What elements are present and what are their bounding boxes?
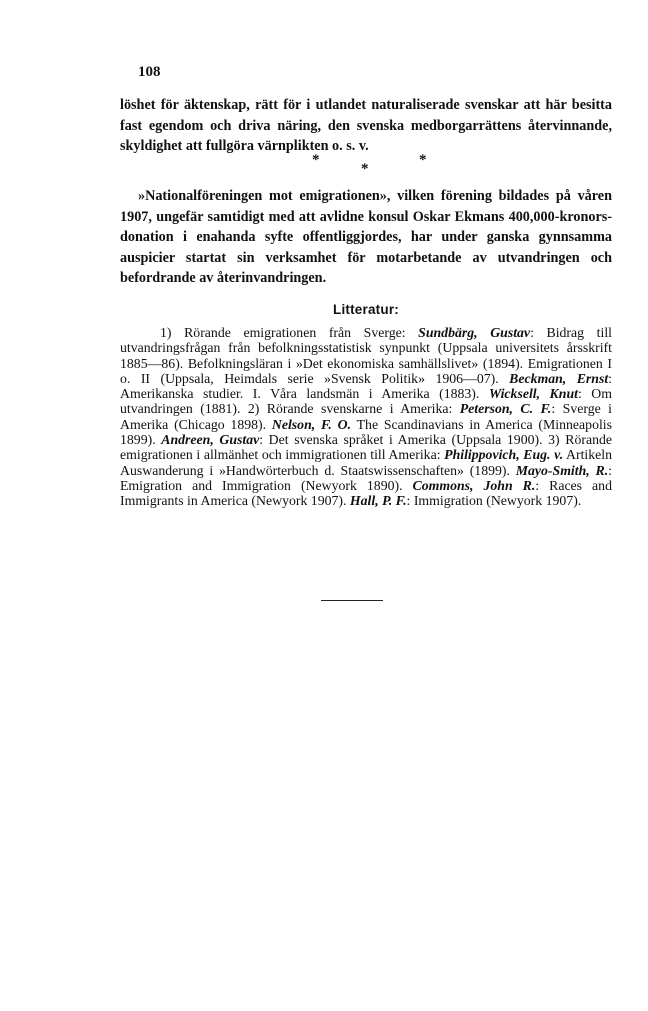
page-number: 108 — [138, 64, 161, 80]
continued-paragraph: löshet för äktenskap, rätt för i utlandet naturaliserade svenskar att här besitta fast egendom och driva näring, den svenska medborgarrättens återvinnande, skyldighet att fullgöra värnplikten o. s. v. — [120, 97, 612, 154]
literature-references — [120, 325, 612, 509]
reference-text: : Det svenska språket i Amerika (Uppsala 1900). 3) Rörande emigrationen i allmänhet och immigrationen till Amerika: — [120, 432, 612, 463]
reference-text: : Om utvandringen (1881). 2) Rörande svenskarne i Amerika: — [120, 386, 612, 417]
reference-text: : Sverge i Amerika (Chicago 1898). — [120, 401, 612, 432]
separator-star: * — [361, 161, 369, 177]
reference-author: Hall, P. F. — [349, 493, 407, 509]
reference-author: Commons, John R. — [412, 477, 536, 493]
section-separator — [120, 150, 612, 180]
reference-author: Wicksell, Knut — [488, 386, 578, 402]
separator-star: * — [419, 152, 427, 168]
reference-author: Andreen, Gustav — [161, 432, 260, 448]
nationalforeningen-paragraph: »Nationalföreningen mot emigrationen», vilken förening bildades på våren 1907, ungefär samtidigt med att avlidne konsul Oskar Ekmans 400,000-kronors-donation i enahanda syfte offentliggjordes, har under ganska gynnsamma auspicier startat sin verksamhet för motarbetande av utvandringen och befordrande av återinvandringen. — [120, 188, 612, 286]
reference-text: : Amerikanska studier. I. Våra landsmän i Amerika (1883). — [120, 370, 612, 402]
reference-author: Sundbärg, Gustav — [418, 325, 531, 340]
reference-text: Artikeln Auswanderung i »Handwörterbuch d. Staatswissenschaften» (1899). — [120, 447, 613, 478]
reference-text: : Immigration (Newyork 1907). — [406, 493, 582, 509]
reference-author: Peterson, C. F. — [459, 401, 552, 417]
reference-text: 1) Rörande emigrationen från Sverge: — [160, 325, 419, 340]
reference-author: Mayo-Smith, R. — [515, 462, 609, 478]
literature-heading: Litteratur: — [333, 302, 399, 317]
separator-star: * — [312, 152, 320, 168]
end-rule — [321, 600, 383, 601]
reference-author: Nelson, F. O. — [271, 416, 352, 432]
reference-author: Beckman, Ernst — [509, 370, 609, 386]
reference-text: The Scandinavians in America (Minneapolis 1899). — [120, 416, 612, 448]
reference-text: : Bidrag till utvandringsfrågan från befolkningsstatistisk synpunkt (Uppsala universitets årsskrift 1885—86). Befolkningsläran i »Det ekonomiska samhällslivet» (1894). Emigrationen I o. II (Uppsala, Heimdals serie »Svensk Politik» 1906—07). — [120, 325, 612, 386]
reference-text: : Emigration and Immigration (Newyork 1890). — [120, 462, 613, 493]
reference-text: : Races and Immigrants in America (Newyork 1907). — [120, 477, 612, 509]
reference-author: Philippovich, Eug. v. — [444, 447, 564, 463]
